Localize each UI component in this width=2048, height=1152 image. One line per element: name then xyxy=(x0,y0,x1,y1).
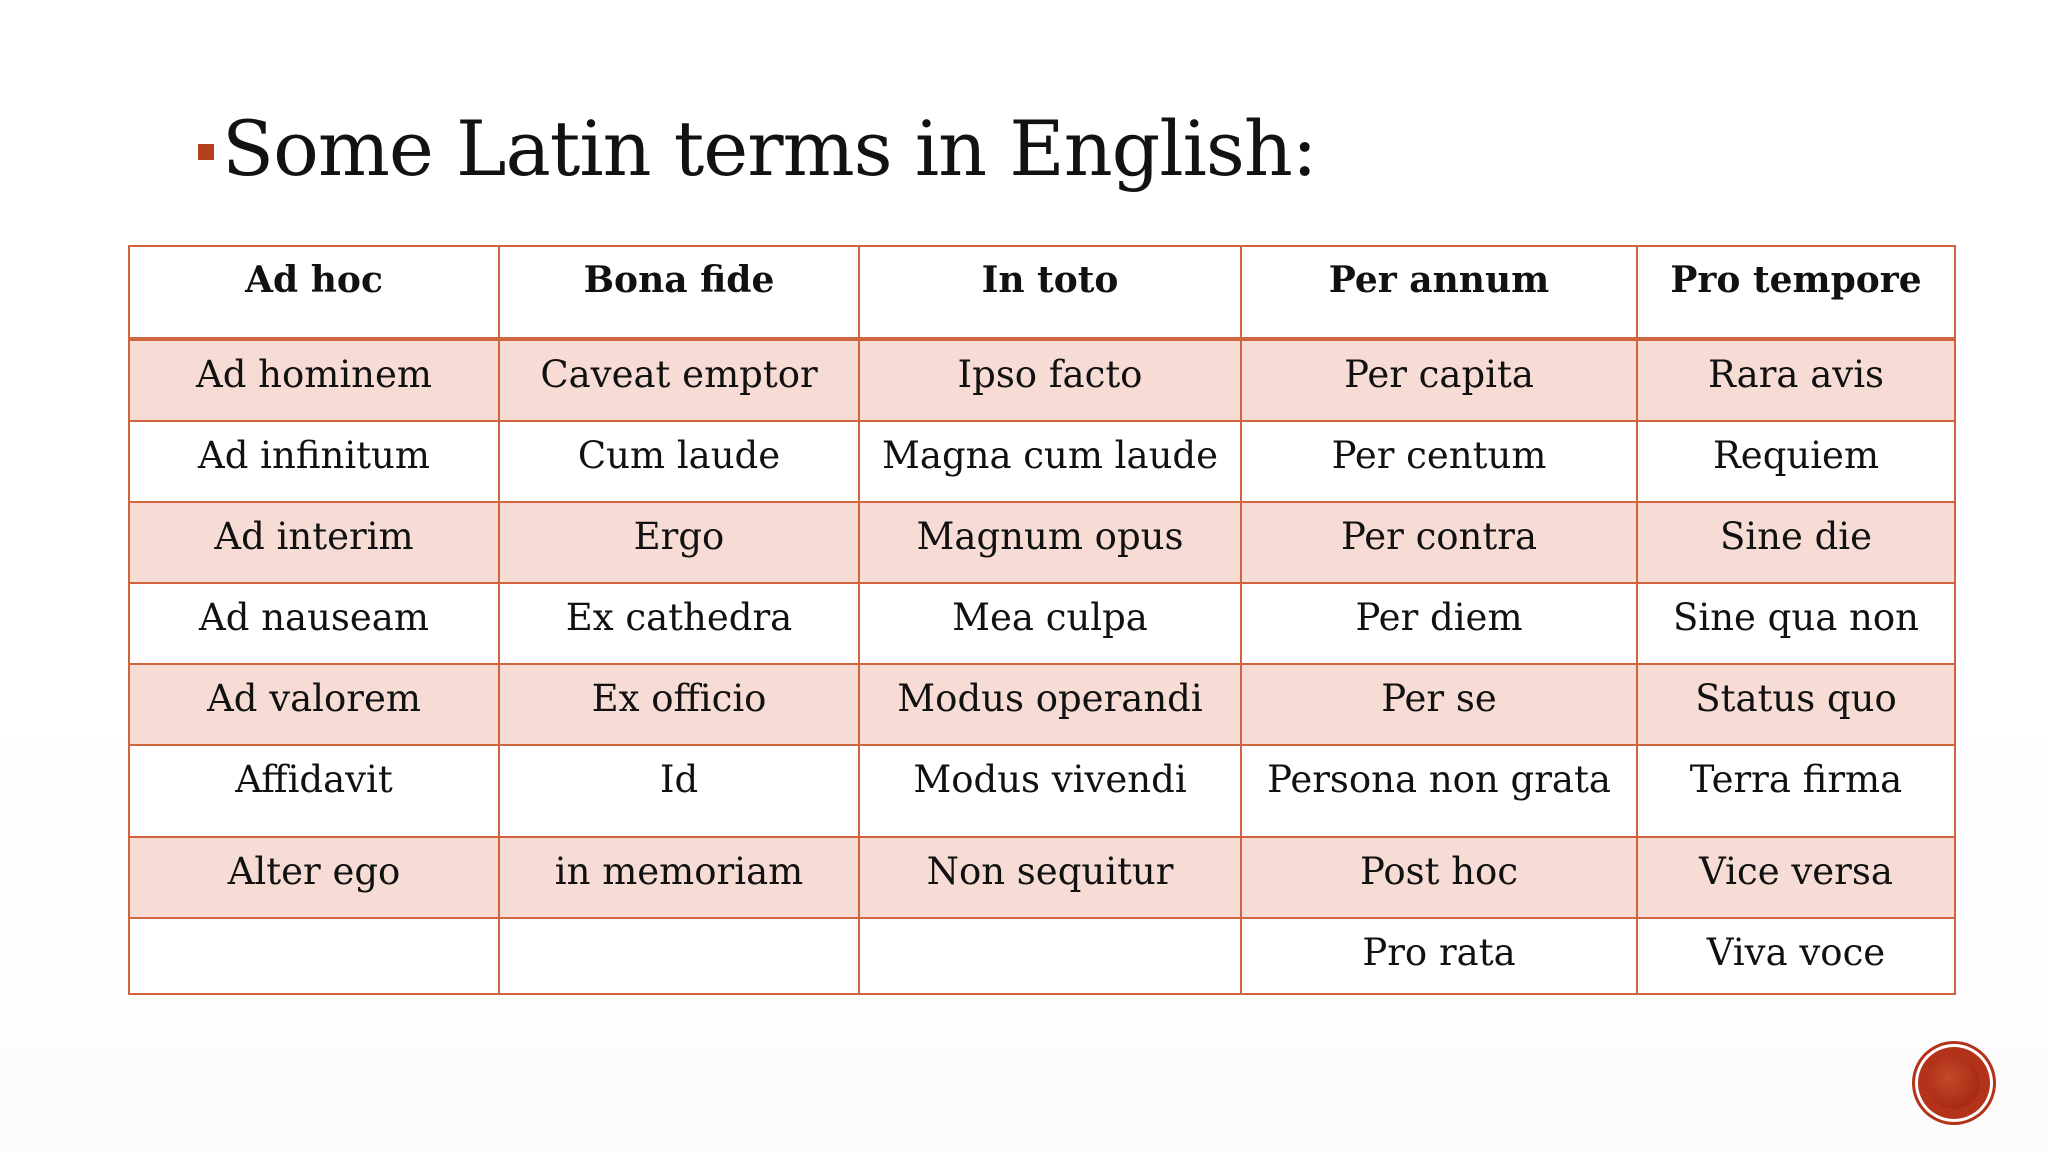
table-cell: Post hoc xyxy=(1241,837,1637,918)
table-header-cell: Pro tempore xyxy=(1637,246,1955,339)
table-cell: Vice versa xyxy=(1637,837,1955,918)
table-cell: Caveat emptor xyxy=(499,339,859,421)
latin-terms-table xyxy=(128,245,1956,995)
table-cell: Rara avis xyxy=(1637,339,1955,421)
table-cell: Ad nauseam xyxy=(129,583,499,664)
table-cell: Ergo xyxy=(499,502,859,583)
table-header-cell: Per annum xyxy=(1241,246,1637,339)
slide-title-row xyxy=(198,98,1316,198)
table-row xyxy=(129,583,1955,664)
circle-logo-inner xyxy=(1928,1057,1980,1109)
table-row xyxy=(129,745,1955,837)
table-cell: Per diem xyxy=(1241,583,1637,664)
table-cell: Ad valorem xyxy=(129,664,499,745)
table-cell: Per centum xyxy=(1241,421,1637,502)
table-header-cell: Bona fide xyxy=(499,246,859,339)
table-cell: Viva voce xyxy=(1637,918,1955,994)
table-row xyxy=(129,837,1955,918)
table-cell: Persona non grata xyxy=(1241,745,1637,837)
table-cell xyxy=(499,918,859,994)
table-cell: Ex cathedra xyxy=(499,583,859,664)
circle-logo-icon xyxy=(1918,1047,1990,1119)
table-cell: in memoriam xyxy=(499,837,859,918)
table-cell: Per capita xyxy=(1241,339,1637,421)
table-cell: Modus operandi xyxy=(859,664,1241,745)
table-header-cell: In toto xyxy=(859,246,1241,339)
square-bullet-icon xyxy=(198,144,214,160)
table-row xyxy=(129,339,1955,421)
table-header-cell: Ad hoc xyxy=(129,246,499,339)
table-cell: Ex officio xyxy=(499,664,859,745)
table-cell: Modus vivendi xyxy=(859,745,1241,837)
table-row xyxy=(129,664,1955,745)
table-cell: Per se xyxy=(1241,664,1637,745)
table-row xyxy=(129,918,1955,994)
table-cell: Magnum opus xyxy=(859,502,1241,583)
table-row xyxy=(129,502,1955,583)
table-cell: Terra firma xyxy=(1637,745,1955,837)
table-cell: Ad hominem xyxy=(129,339,499,421)
table-cell xyxy=(129,918,499,994)
table-cell: Id xyxy=(499,745,859,837)
table-cell: Requiem xyxy=(1637,421,1955,502)
table-cell: Pro rata xyxy=(1241,918,1637,994)
slide-title: Some Latin terms in English: xyxy=(222,103,1317,193)
table-cell: Affidavit xyxy=(129,745,499,837)
table-cell: Cum laude xyxy=(499,421,859,502)
table-cell: Ipso facto xyxy=(859,339,1241,421)
table-cell: Magna cum laude xyxy=(859,421,1241,502)
table-cell: Sine qua non xyxy=(1637,583,1955,664)
table-cell: Ad interim xyxy=(129,502,499,583)
table-cell: Non sequitur xyxy=(859,837,1241,918)
table-cell: Ad infinitum xyxy=(129,421,499,502)
table-cell xyxy=(859,918,1241,994)
table-cell: Alter ego xyxy=(129,837,499,918)
table-cell: Sine die xyxy=(1637,502,1955,583)
table-cell: Mea culpa xyxy=(859,583,1241,664)
table-cell: Per contra xyxy=(1241,502,1637,583)
table-cell: Status quo xyxy=(1637,664,1955,745)
table-header-row xyxy=(129,246,1955,339)
table-row xyxy=(129,421,1955,502)
